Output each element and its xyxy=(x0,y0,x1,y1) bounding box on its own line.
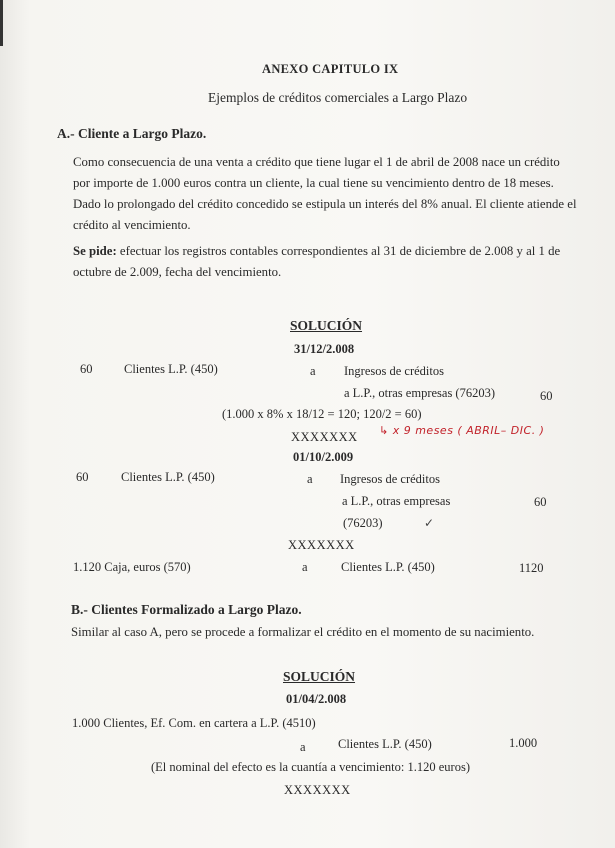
document-title: ANEXO CAPITULO IX xyxy=(262,62,399,76)
entry-b-note: (El nominal del efecto es la cuantía a vencimiento: 1.120 euros) xyxy=(151,760,470,774)
entry1-connector: a xyxy=(310,364,316,378)
task-text: efectuar los registros contables correspondientes al 31 de diciembre de 2.008 y al 1 de octubre de 2.009, fecha del vencimiento. xyxy=(73,244,561,279)
section-b-paragraph: Similar al caso A, pero se procede a formalizar el crédito en el momento de su nacimiento. xyxy=(71,625,535,639)
document-subtitle: Ejemplos de créditos comerciales a Largo Plazo xyxy=(208,90,468,105)
entry2-connector: a xyxy=(307,472,313,486)
check-mark-icon: ✓ xyxy=(424,516,435,530)
entry-b-connector: a xyxy=(300,740,306,754)
section-a-heading: A.- Cliente a Largo Plazo. xyxy=(57,126,207,141)
entry1-credit-line1: Ingresos de créditos xyxy=(344,364,444,378)
entry2-separator: XXXXXXX xyxy=(288,538,355,552)
page-edge-mark xyxy=(0,0,3,46)
handwritten-annotation: ↳ x 9 meses ( ABRIL– DIC. ) xyxy=(379,424,545,437)
entry1-credit-line2: a L.P., otras empresas (76203) xyxy=(344,386,496,400)
entry-b-debit: 1.000 Clientes, Ef. Com. en cartera a L.P. (4510) xyxy=(72,716,316,730)
entry1-debit-account: Clientes L.P. (450) xyxy=(124,362,218,376)
entry-b-separator: XXXXXXX xyxy=(284,783,351,797)
entry2-credit-line1: Ingresos de créditos xyxy=(340,472,440,486)
section-a-task xyxy=(73,241,578,283)
entry-b-credit-account: Clientes L.P. (450) xyxy=(338,737,432,751)
entry2-debit-account: Clientes L.P. (450) xyxy=(121,470,215,484)
section-b-heading: B.- Clientes Formalizado a Largo Plazo. xyxy=(71,602,302,617)
entry2-amount-left: 60 xyxy=(76,470,89,484)
entry2-credit-line2: a L.P., otras empresas xyxy=(342,494,451,508)
entry1-separator: XXXXXXX xyxy=(291,430,358,444)
task-label: Se pide: xyxy=(73,244,117,258)
entry1-amount-right: 60 xyxy=(540,389,553,403)
entry3-credit-account: Clientes L.P. (450) xyxy=(341,560,435,574)
entry3-connector: a xyxy=(302,560,308,574)
section-a-paragraph: Como consecuencia de una venta a crédito que tiene lugar el 1 de abril de 2008 nace un crédito por importe de 1.000 euros contra un cliente, la cual tiene su vencimiento dentro de 18 meses. Dado lo prolongado del crédito concedido se estipula un interés del 8% anual. El cliente atiende el crédito al vencimiento. xyxy=(73,155,577,232)
entry3-debit: 1.120 Caja, euros (570) xyxy=(73,560,191,574)
entry3-amount-right: 1120 xyxy=(519,561,544,575)
entry2-date: 01/10/2.009 xyxy=(293,450,354,464)
entry1-amount-left: 60 xyxy=(80,362,93,376)
entry2-credit-line3: (76203) xyxy=(343,516,383,530)
entry1-calculation: (1.000 x 8% x 18/12 = 120; 120/2 = 60) xyxy=(222,407,422,421)
entry2-amount-right: 60 xyxy=(534,495,547,509)
solution-b-label: SOLUCIÓN xyxy=(283,669,356,684)
entry-b-date: 01/04/2.008 xyxy=(286,692,347,706)
entry-b-amount-right: 1.000 xyxy=(509,736,538,750)
solution-a-label: SOLUCIÓN xyxy=(290,318,363,333)
entry1-date: 31/12/2.008 xyxy=(294,342,355,356)
